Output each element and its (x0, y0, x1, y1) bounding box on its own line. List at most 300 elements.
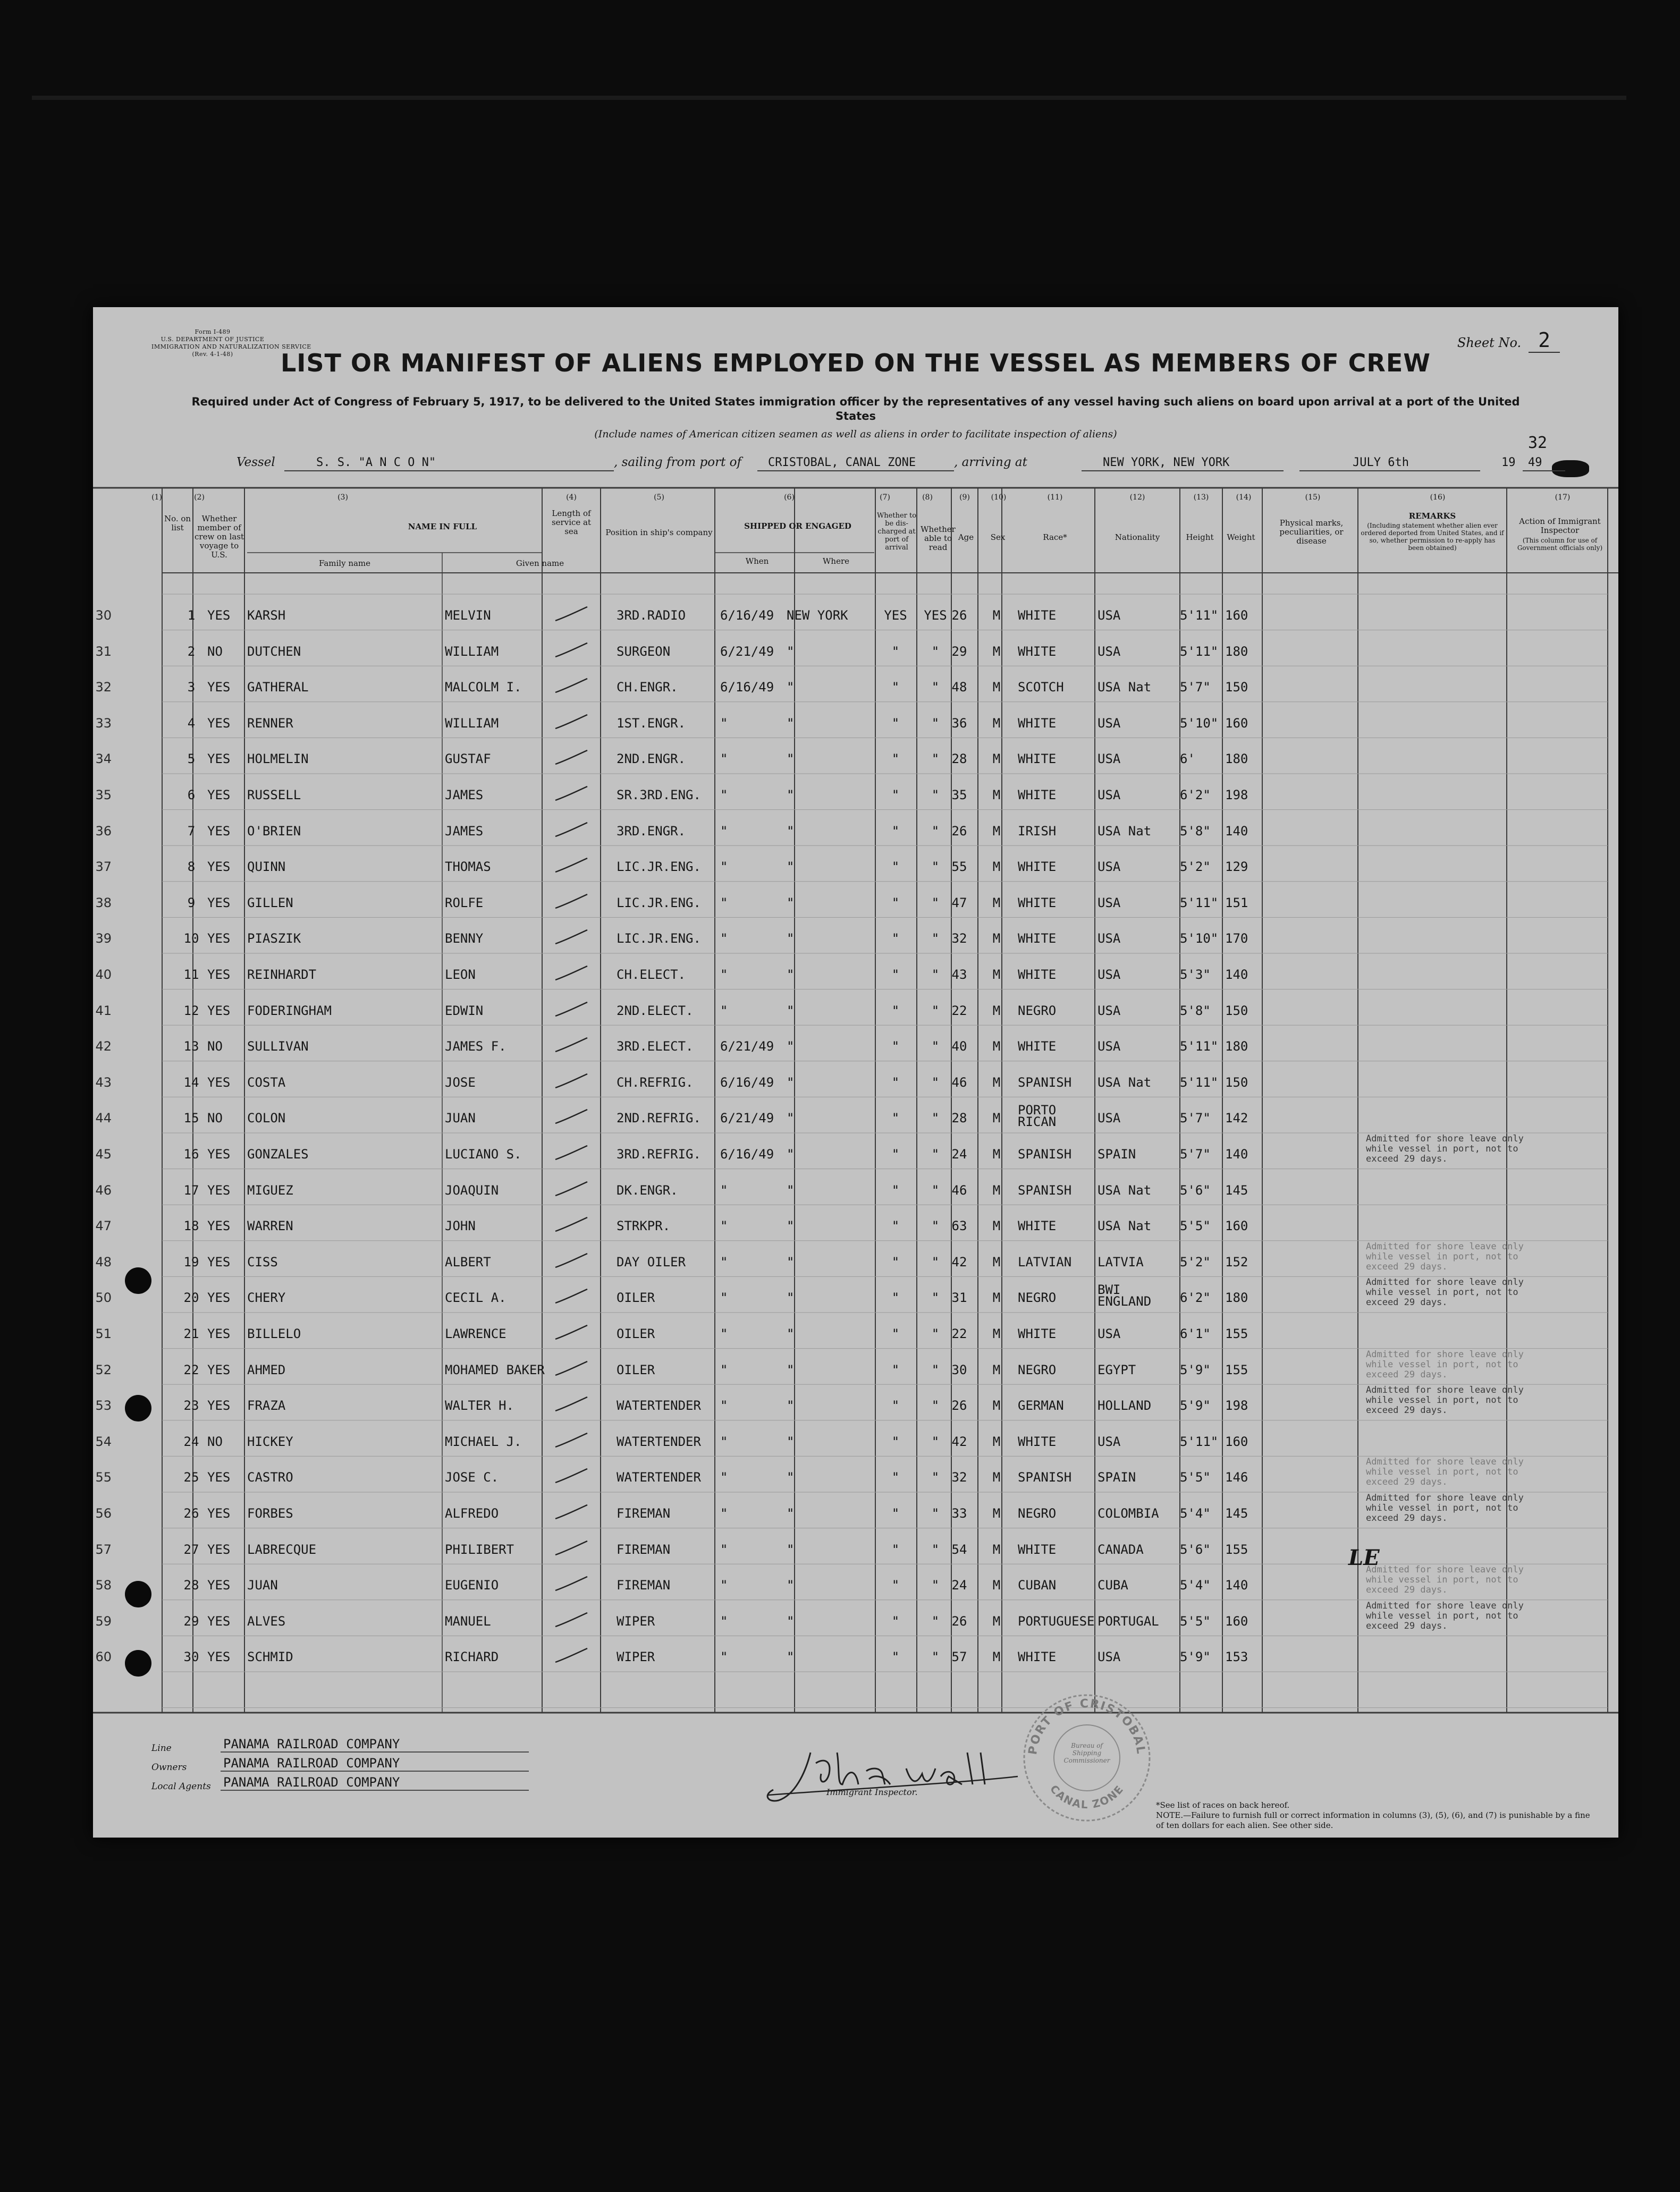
remark-text: Admitted for shore leave only while vessel in port, not to exceed 29 days. (1366, 1241, 1524, 1272)
service-tick-mark (553, 604, 590, 625)
cell-nationality: USA (1098, 1039, 1121, 1054)
cell-weight: 155 (1225, 1326, 1248, 1341)
page-line-number: 56 (95, 1506, 112, 1521)
cell-crew: YES (207, 895, 231, 910)
col-num-1: (1) (151, 493, 162, 502)
cell-weight: 140 (1225, 1578, 1248, 1593)
cell-given: ROLFE (445, 895, 484, 910)
cell-height: 5'11" (1180, 644, 1219, 659)
page-line-number: 41 (95, 1003, 112, 1018)
cell-position: WIPER (617, 1649, 655, 1665)
cell-weight: 150 (1225, 1003, 1248, 1018)
cell-height: 6'2" (1180, 788, 1211, 802)
page-line-number: 34 (95, 751, 112, 767)
cell-discharge: " (891, 1362, 900, 1377)
cell-no: 24 (183, 1434, 199, 1449)
arrival-date: JULY 6th (1353, 456, 1409, 469)
service-tick-mark (553, 963, 590, 984)
cell-nationality: USA Nat (1098, 1182, 1152, 1198)
cell-crew: YES (207, 751, 231, 767)
cell-when: " (720, 1434, 728, 1449)
col-num-7: (7) (880, 493, 890, 502)
service-tick-mark (553, 1502, 590, 1523)
service-tick-mark (553, 855, 590, 876)
service-tick-mark (553, 927, 590, 948)
cell-when: " (720, 1218, 728, 1234)
stamp-bottom-text: CANAL ZONE (1047, 1782, 1127, 1812)
cell-crew: YES (207, 1362, 231, 1377)
cell-height: 5'2" (1180, 1254, 1211, 1270)
cell-when: " (720, 1182, 728, 1198)
service-tick-mark (553, 1071, 590, 1092)
cell-position: DAY OILER (617, 1254, 686, 1270)
agents-value: PANAMA RAILROAD COMPANY (223, 1775, 400, 1790)
cell-family: SULLIVAN (247, 1039, 309, 1054)
cell-nationality: EGYPT (1098, 1362, 1136, 1377)
cell-age: 22 (951, 1003, 967, 1018)
cell-crew: YES (207, 1578, 231, 1593)
cell-position: OILER (617, 1290, 655, 1306)
cell-sex: M (992, 644, 1001, 659)
cell-read: " (931, 1218, 940, 1234)
cell-discharge: " (891, 715, 900, 731)
year-suffix: 49 (1528, 456, 1542, 469)
service-tick-mark (553, 1430, 590, 1451)
cell-weight: 155 (1225, 1542, 1248, 1557)
cell-nationality: USA (1098, 931, 1121, 946)
cell-read: " (931, 1470, 940, 1485)
cell-crew: YES (207, 1254, 231, 1270)
cell-family: FODERINGHAM (247, 1003, 332, 1018)
cell-weight: 160 (1225, 1218, 1248, 1234)
cell-height: 5'11" (1180, 1074, 1219, 1090)
cell-crew: YES (207, 715, 231, 731)
cell-given: LUCIANO S. (445, 1147, 522, 1162)
cell-when: " (720, 1542, 728, 1557)
cell-discharge: YES (884, 608, 907, 623)
cell-age: 22 (951, 1326, 967, 1341)
punch-hole (125, 1267, 151, 1294)
cell-given: JOSE (445, 1074, 476, 1090)
cell-sex: M (992, 1326, 1001, 1341)
col-num-4: (4) (566, 493, 577, 502)
cell-given: ALBERT (445, 1254, 491, 1270)
cell-where: " (787, 1039, 795, 1054)
header-sex: Sex (990, 532, 1006, 542)
page-line-number: 42 (95, 1039, 112, 1054)
cell-crew: YES (207, 931, 231, 946)
cell-given: JAMES (445, 823, 484, 839)
cell-race: NEGRO (1018, 1003, 1057, 1018)
cell-where: " (787, 1434, 795, 1449)
cell-crew: YES (207, 680, 231, 695)
cell-weight: 180 (1225, 1290, 1248, 1306)
cell-given: MICHAEL J. (445, 1434, 522, 1449)
cell-crew: NO (207, 1111, 223, 1126)
cell-age: 29 (951, 644, 967, 659)
cell-sex: M (992, 1003, 1001, 1018)
form-revision: (Rev. 4-1-48) (192, 351, 233, 358)
cell-nationality: USA (1098, 859, 1121, 875)
cell-no: 21 (183, 1326, 199, 1341)
cell-no: 18 (183, 1218, 199, 1234)
cell-position: 2ND.ENGR. (617, 751, 686, 767)
cell-age: 54 (951, 1542, 967, 1557)
cell-family: CASTRO (247, 1470, 293, 1485)
remark-text: Admitted for shore leave only while vessel in port, not to exceed 29 days. (1366, 1600, 1524, 1631)
remark-text: Admitted for shore leave only while vessel in port, not to exceed 29 days. (1366, 1277, 1524, 1308)
header-when: When (745, 556, 769, 566)
page-title: LIST OR MANIFEST OF ALIENS EMPLOYED ON THE VESSEL AS MEMBERS OF CREW (280, 349, 1431, 377)
cell-age: 31 (951, 1290, 967, 1306)
cell-sex: M (992, 895, 1001, 910)
cell-race: WHITE (1018, 1542, 1057, 1557)
cell-no: 2 (187, 644, 196, 659)
cell-read: YES (924, 608, 947, 623)
cell-height: 5'5" (1180, 1613, 1211, 1629)
cell-given: BENNY (445, 931, 484, 946)
sheet-number-value: 2 (1529, 328, 1560, 353)
cell-height: 5'11" (1180, 895, 1219, 910)
cell-given: MELVIN (445, 608, 491, 623)
cell-weight: 170 (1225, 931, 1248, 946)
cell-when: " (720, 823, 728, 839)
cell-given: LAWRENCE (445, 1326, 506, 1341)
cell-family: COLON (247, 1111, 286, 1126)
sheet-count: 32 (1528, 434, 1548, 452)
col-num-12: (12) (1129, 493, 1145, 502)
cell-crew: YES (207, 1218, 231, 1234)
service-tick-mark (553, 1179, 590, 1200)
cell-given: LEON (445, 967, 476, 982)
cell-sex: M (992, 1362, 1001, 1377)
cell-discharge: " (891, 1039, 900, 1054)
cell-no: 3 (187, 680, 196, 695)
header-remarks-note: (Including statement whether alien ever ordered deported from United States, and if so, whether permission to re-apply has been obtained) (1361, 522, 1504, 552)
col-num-2: (2) (194, 493, 205, 502)
cell-position: 2ND.REFRIG. (617, 1111, 701, 1126)
cell-nationality: USA Nat (1098, 823, 1152, 839)
cell-where: " (787, 1649, 795, 1665)
footnote-penalty: NOTE.—Failure to furnish full or correct information in columns (3), (5), (6), and (7) is punishable by a fine of ten dollars for each alien. See other side. (1156, 1810, 1590, 1830)
cell-when: 6/16/49 (720, 680, 774, 695)
cell-family: GILLEN (247, 895, 293, 910)
page-line-number: 59 (95, 1613, 112, 1629)
cell-read: " (931, 715, 940, 731)
cell-nationality: USA (1098, 895, 1121, 910)
cell-height: 5'7" (1180, 1111, 1211, 1126)
cell-position: FIREMAN (617, 1506, 671, 1521)
cell-nationality: SPAIN (1098, 1470, 1136, 1485)
cell-family: WARREN (247, 1218, 293, 1234)
remark-text: Admitted for shore leave only while vessel in port, not to exceed 29 days. (1366, 1133, 1524, 1164)
cell-sex: M (992, 1218, 1001, 1234)
cell-sex: M (992, 788, 1001, 802)
cell-race: WHITE (1018, 859, 1057, 875)
cell-weight: 150 (1225, 680, 1248, 695)
cell-height: 5'9" (1180, 1362, 1211, 1377)
cell-crew: YES (207, 1326, 231, 1341)
header-nationality: Nationality (1115, 532, 1160, 542)
cell-height: 5'11" (1180, 608, 1219, 623)
cell-race: WHITE (1018, 931, 1057, 946)
remark-text: Admitted for shore leave only while vessel in port, not to exceed 29 days. (1366, 1457, 1524, 1488)
cell-when: 6/16/49 (720, 1074, 774, 1090)
cell-when: " (720, 1254, 728, 1270)
cell-family: COSTA (247, 1074, 286, 1090)
cell-crew: YES (207, 1470, 231, 1485)
cell-family: JUAN (247, 1578, 278, 1593)
cell-position: CH.ENGR. (617, 680, 678, 695)
cell-where: " (787, 1613, 795, 1629)
cell-position: LIC.JR.ENG. (617, 895, 701, 910)
manifest-footer (93, 1697, 1618, 1838)
inspector-signature (731, 1731, 1050, 1816)
cell-race: WHITE (1018, 1434, 1057, 1449)
service-tick-mark (553, 1214, 590, 1235)
header-family-name: Family name (318, 558, 371, 568)
cell-height: 5'10" (1180, 931, 1219, 946)
page-line-number: 46 (95, 1182, 112, 1198)
cell-read: " (931, 1254, 940, 1270)
cell-height: 5'2" (1180, 859, 1211, 875)
cell-discharge: " (891, 1470, 900, 1485)
header-length-service: Length of service at sea (551, 509, 592, 536)
cell-sex: M (992, 1398, 1001, 1414)
cell-crew: NO (207, 1039, 223, 1054)
cell-race: IRISH (1018, 823, 1057, 839)
cell-position: OILER (617, 1362, 655, 1377)
stamp-top-text: PORT OF CRISTOBAL (1026, 1697, 1148, 1756)
cell-race: PORTO RICAN (1018, 1103, 1057, 1130)
vessel-label: Vessel (237, 455, 275, 469)
cell-weight: 180 (1225, 1039, 1248, 1054)
cell-family: CHERY (247, 1290, 286, 1306)
page-subtitle: Required under Act of Congress of February 5, 1917, to be delivered to the United States immigration officer by the representatives of any vessel having such aliens on board upon arrival at a port of the United States (191, 395, 1520, 422)
cell-when: " (720, 1506, 728, 1521)
cell-discharge: " (891, 1111, 900, 1126)
cell-weight: 151 (1225, 895, 1248, 910)
cell-where: " (787, 1578, 795, 1593)
cell-discharge: " (891, 1074, 900, 1090)
page-line-number: 54 (95, 1434, 112, 1449)
cell-no: 6 (187, 788, 196, 802)
cell-weight: 146 (1225, 1470, 1248, 1485)
cell-weight: 180 (1225, 644, 1248, 659)
cell-discharge: " (891, 1434, 900, 1449)
service-tick-mark (553, 712, 590, 733)
cell-when: " (720, 1613, 728, 1629)
col-num-15: (15) (1305, 493, 1321, 502)
cell-where: " (787, 1326, 795, 1341)
cell-family: BILLELO (247, 1326, 301, 1341)
cell-when: " (720, 1470, 728, 1485)
cell-weight: 198 (1225, 788, 1248, 802)
cell-race: WHITE (1018, 788, 1057, 802)
cell-read: " (931, 1182, 940, 1198)
remark-text: Admitted for shore leave only while vessel in port, not to exceed 29 days. (1366, 1385, 1524, 1416)
cell-read: " (931, 967, 940, 982)
cell-read: " (931, 1147, 940, 1162)
cell-discharge: " (891, 1218, 900, 1234)
cell-weight: 150 (1225, 1074, 1248, 1090)
cell-position: 3RD.RADIO (617, 608, 686, 623)
cell-position: SURGEON (617, 644, 671, 659)
cell-age: 47 (951, 895, 967, 910)
department-name: U.S. DEPARTMENT OF JUSTICE (161, 336, 265, 343)
page-line-number: 47 (95, 1218, 112, 1234)
cell-height: 5'11" (1180, 1434, 1219, 1449)
cell-crew: YES (207, 1290, 231, 1306)
service-tick-mark (553, 1106, 590, 1128)
cell-sex: M (992, 1506, 1001, 1521)
service-tick-mark (553, 1538, 590, 1559)
cell-sex: M (992, 751, 1001, 767)
service-tick-mark (553, 1286, 590, 1307)
cell-given: JOSE C. (445, 1470, 499, 1485)
cell-when: 6/16/49 (720, 1147, 774, 1162)
cell-sex: M (992, 823, 1001, 839)
cell-weight: 160 (1225, 1434, 1248, 1449)
header-discharged: Whether to be dis- charged at port of arrival (876, 512, 917, 552)
cell-position: FIREMAN (617, 1542, 671, 1557)
page-line-number: 57 (95, 1542, 112, 1557)
cell-no: 12 (183, 1003, 199, 1018)
cell-sex: M (992, 1182, 1001, 1198)
cell-age: 57 (951, 1649, 967, 1665)
line-label: Line (151, 1743, 172, 1754)
cell-weight: 160 (1225, 1613, 1248, 1629)
cell-where: " (787, 931, 795, 946)
cell-no: 19 (183, 1254, 199, 1270)
cell-height: 5'7" (1180, 1147, 1211, 1162)
cell-sex: M (992, 608, 1001, 623)
cell-nationality: SPAIN (1098, 1147, 1136, 1162)
cell-sex: M (992, 1613, 1001, 1629)
cell-discharge: " (891, 751, 900, 767)
cell-read: " (931, 895, 940, 910)
cell-read: " (931, 1398, 940, 1414)
cell-age: 40 (951, 1039, 967, 1054)
cell-family: GATHERAL (247, 680, 309, 695)
cell-where: " (787, 1542, 795, 1557)
service-tick-mark (553, 1358, 590, 1379)
service-tick-mark (553, 1645, 590, 1666)
cell-family: AHMED (247, 1362, 286, 1377)
cell-position: 3RD.ENGR. (617, 823, 686, 839)
cell-family: RUSSELL (247, 788, 301, 802)
cell-given: JAMES F. (445, 1039, 506, 1054)
cell-nationality: USA (1098, 715, 1121, 731)
page-line-number: 31 (95, 644, 112, 659)
cell-when: 6/16/49 (720, 608, 774, 623)
cell-height: 5'8" (1180, 1003, 1211, 1018)
cell-nationality: USA Nat (1098, 1074, 1152, 1090)
header-height: Height (1186, 532, 1214, 542)
col-num-5: (5) (654, 493, 664, 502)
cell-discharge: " (891, 1182, 900, 1198)
cell-when: " (720, 1290, 728, 1306)
cell-no: 5 (187, 751, 196, 767)
cell-nationality: LATVIA (1098, 1254, 1144, 1270)
agents-label: Local Agents (151, 1781, 211, 1792)
header-physical-marks: Physical marks, peculiarities, or disease (1279, 518, 1344, 546)
port-from: CRISTOBAL, CANAL ZONE (768, 456, 916, 469)
cell-given: WILLIAM (445, 715, 499, 731)
owners-label: Owners (151, 1762, 187, 1773)
cell-position: WATERTENDER (617, 1470, 701, 1485)
cell-height: 5'3" (1180, 967, 1211, 982)
cell-race: WHITE (1018, 1039, 1057, 1054)
cell-when: 6/21/49 (720, 1039, 774, 1054)
cell-position: LIC.JR.ENG. (617, 931, 701, 946)
cell-when: " (720, 1578, 728, 1593)
page-line-number: 38 (95, 895, 112, 910)
page-line-number: 55 (95, 1470, 112, 1485)
cell-crew: NO (207, 644, 223, 659)
cell-age: 26 (951, 1613, 967, 1629)
cell-crew: YES (207, 823, 231, 839)
cell-nationality: USA (1098, 1003, 1121, 1018)
punch-hole (125, 1581, 151, 1607)
cell-position: OILER (617, 1326, 655, 1341)
cell-read: " (931, 1074, 940, 1090)
cell-family: RENNER (247, 715, 293, 731)
cell-sex: M (992, 1290, 1001, 1306)
cell-age: 26 (951, 823, 967, 839)
cell-no: 7 (187, 823, 196, 839)
cell-race: SPANISH (1018, 1470, 1072, 1485)
cell-weight: 140 (1225, 967, 1248, 982)
cell-crew: NO (207, 1434, 223, 1449)
cell-discharge: " (891, 1326, 900, 1341)
cell-height: 5'5" (1180, 1470, 1211, 1485)
cell-nationality: USA (1098, 788, 1121, 802)
service-tick-mark (553, 891, 590, 912)
cell-sex: M (992, 1434, 1001, 1449)
cell-race: SPANISH (1018, 1147, 1072, 1162)
cell-no: 25 (183, 1470, 199, 1485)
cell-crew: YES (207, 1542, 231, 1557)
cell-where: " (787, 1182, 795, 1198)
cell-given: MOHAMED BAKER (445, 1362, 545, 1377)
sheet-number-label: Sheet No. (1457, 335, 1522, 350)
cell-crew: YES (207, 1613, 231, 1629)
cell-given: EUGENIO (445, 1578, 499, 1593)
page-line-number: 45 (95, 1147, 112, 1162)
cell-crew: YES (207, 859, 231, 875)
form-number: Form I-489 (195, 328, 231, 335)
cell-race: NEGRO (1018, 1362, 1057, 1377)
cell-weight: 140 (1225, 823, 1248, 839)
cell-where: " (787, 859, 795, 875)
col-num-17: (17) (1555, 493, 1571, 502)
cell-where: " (787, 680, 795, 695)
cell-no: 30 (183, 1649, 199, 1665)
cell-nationality: HOLLAND (1098, 1398, 1152, 1414)
cell-race: CUBAN (1018, 1578, 1057, 1593)
cell-no: 17 (183, 1182, 199, 1198)
cell-crew: YES (207, 1398, 231, 1414)
cell-discharge: " (891, 680, 900, 695)
cell-position: 1ST.ENGR. (617, 715, 686, 731)
header-position: Position in ship's company (605, 528, 713, 537)
service-tick-mark (553, 640, 590, 661)
cell-when: 6/21/49 (720, 1111, 774, 1126)
cell-race: WHITE (1018, 1649, 1057, 1665)
cell-no: 27 (183, 1542, 199, 1557)
page-line-number: 48 (95, 1254, 112, 1270)
